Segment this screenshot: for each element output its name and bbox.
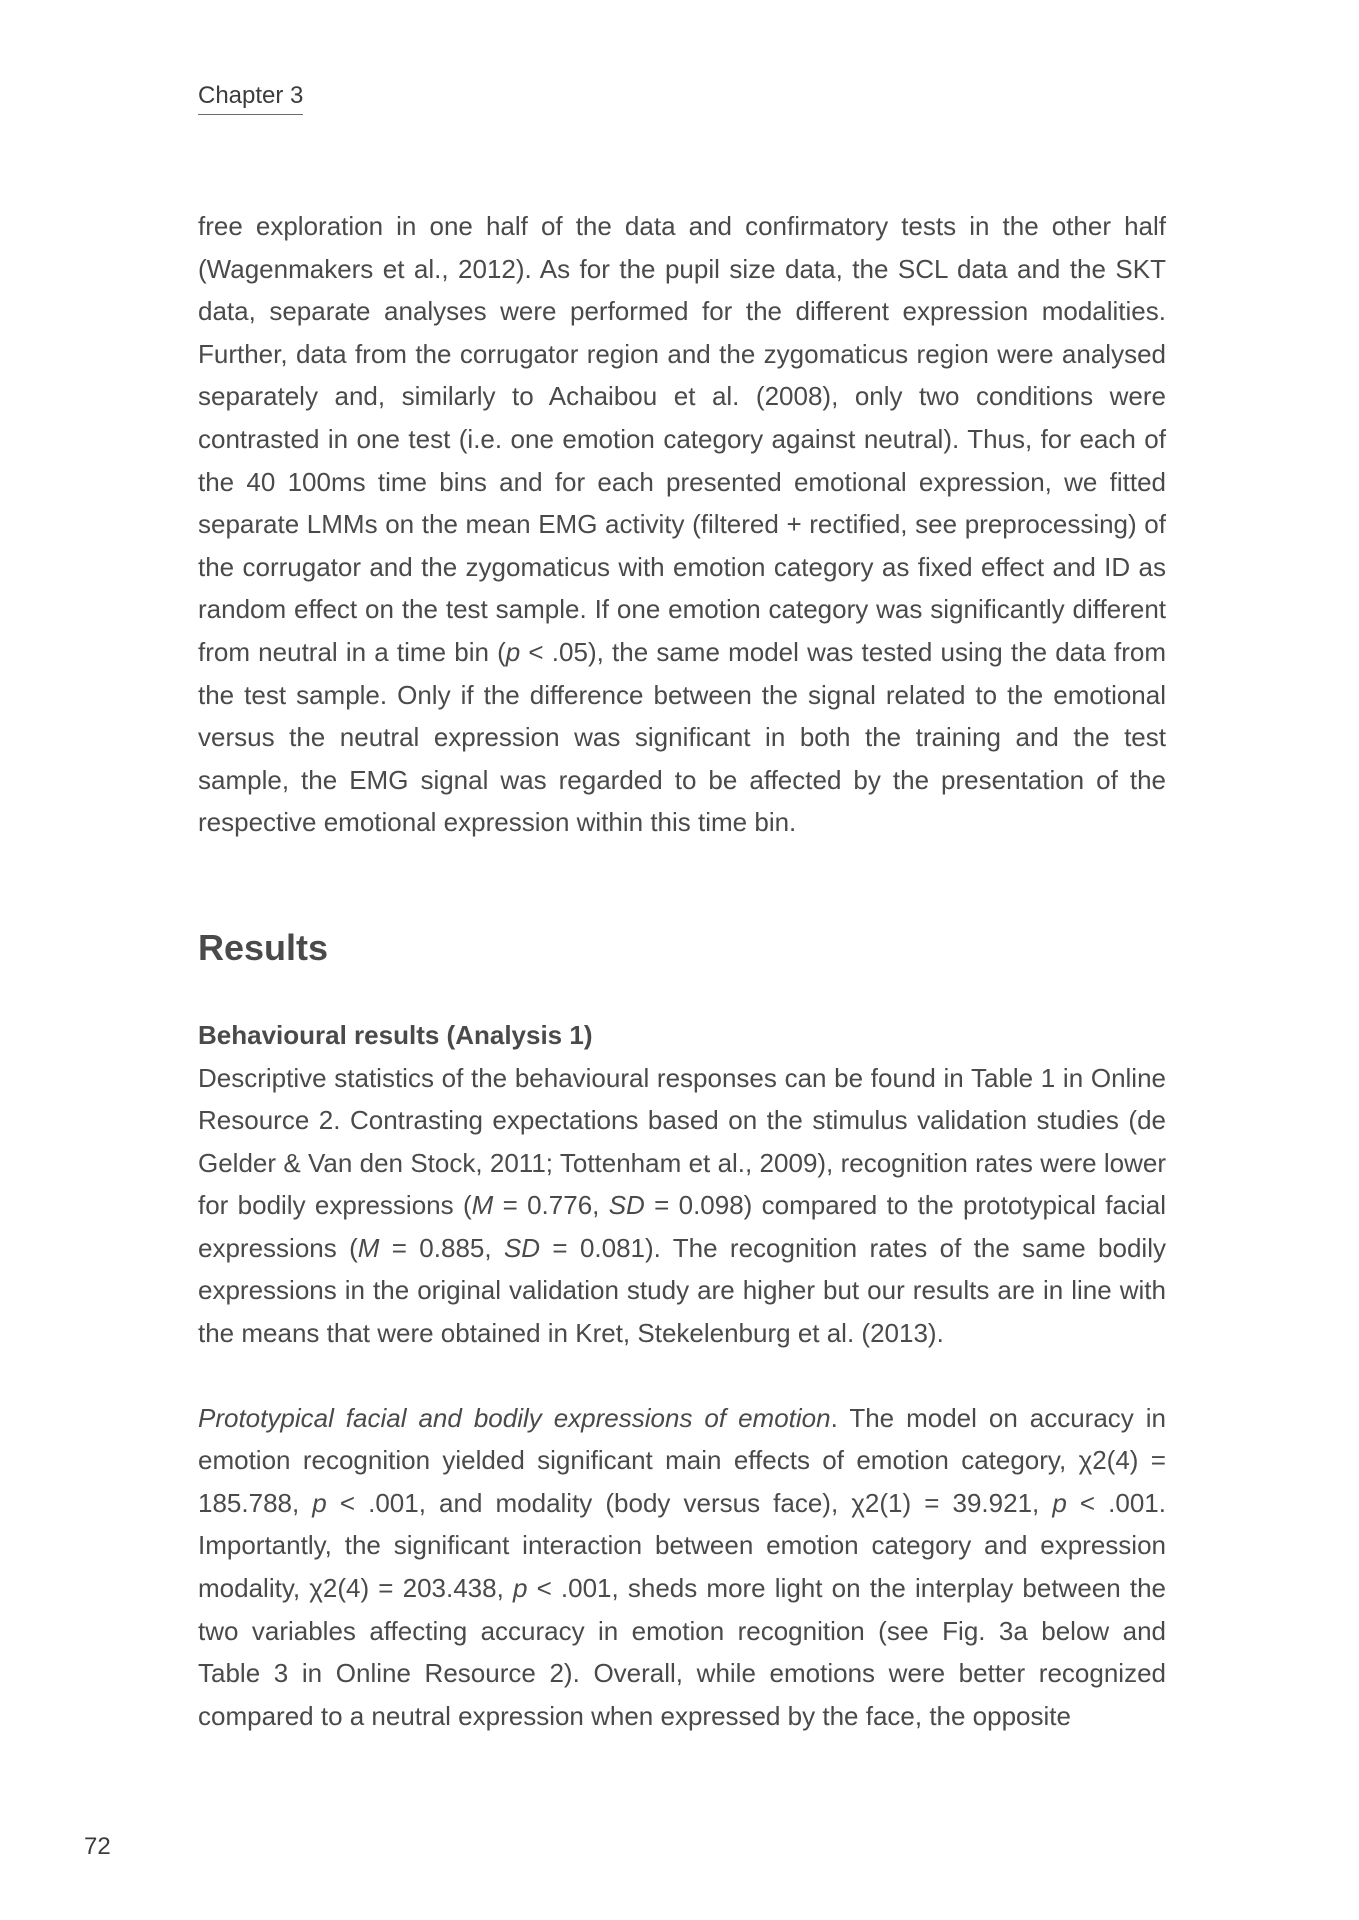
italic-run: M: [471, 1190, 494, 1221]
italic-run: SD: [608, 1190, 645, 1221]
body-paragraph-prototypical: [198, 1397, 1166, 1738]
body-paragraph-methods: [198, 205, 1166, 844]
text-run: < .001. Importantly, the significant interaction between emotion category and expression modality, χ2(4) = 203.438,: [198, 1487, 1166, 1604]
italic-run: p: [512, 1573, 528, 1604]
spacer: [198, 970, 1166, 1014]
text-run: = 0.081). The recognition rates of the same bodily expressions in the original validation study are higher but our results are in line with the means that were obtained in Kret, Stekelenburg et al. (2013).: [198, 1232, 1166, 1349]
text-run: = 0.098) compared to the prototypical facial expressions (: [198, 1190, 1166, 1263]
spacer: [198, 1355, 1166, 1397]
text-run: = 0.885,: [379, 1232, 504, 1263]
italic-run: Prototypical facial and bodily expressions of emotion: [198, 1402, 831, 1433]
page-number: 72: [84, 1833, 111, 1860]
text-run: Descriptive statistics of the behavioural responses can be found in Table 1 in Online Resource 2. Contrasting expectations based on the stimulus validation studies (de Gelder & Van den Stock, 2011; Tottenham et al., 2009), recognition rates were lower for bodily expressions (: [198, 1062, 1166, 1221]
text-run: < .001, sheds more light on the interplay between the two variables affecting accuracy in emotion recognition (see Fig. 3a below and Table 3 in Online Resource 2). Overall, while emotions were better recognized compared to a neutral expression when expressed by the face, the opposite: [198, 1573, 1166, 1731]
page-body: [198, 205, 1166, 1737]
spacer: [198, 844, 1166, 926]
text-run: free exploration in one half of the data and confirmatory tests in the other half (Wagenmakers et al., 2012). As for the pupil size data, the SCL data and the SKT data, separate analyses were performed for the different expression modalities. Further, data from the corrugator region and the zygomaticus region were analysed separately and, similarly to Achaibou et al. (2008), only two conditions were contrasted in one test (i.e. one emotion category against neutral). Thus, for each of the 40 100ms time bins and for each presented emotional expression, we fitted separate LMMs on the mean EMG activity (filtered + rectified, see preprocessing) of the corrugator and the zygomaticus with emotion category as fixed effect and ID as random effect on the test sample. If one emotion category was significantly different from neutral in a time bin (: [198, 211, 1166, 667]
section-heading-results: Results: [198, 926, 329, 968]
text-run: < .001, and modality (body versus face), χ2(1) = 39.921,: [326, 1487, 1053, 1518]
text-run: < .05), the same model was tested using the data from the test sample. Only if the difference between the signal related to the emotional versus the neutral expression was significant in both the training and the test sample, the EMG signal was regarded to be affected by the presentation of the respective emotional expression within this time bin.: [198, 636, 1166, 838]
italic-run: p: [1052, 1487, 1067, 1518]
italic-run: p: [312, 1487, 327, 1518]
italic-run: SD: [503, 1232, 541, 1263]
subsection-heading-behavioural: Behavioural results (Analysis 1): [198, 1019, 593, 1050]
italic-run: p: [505, 636, 521, 667]
body-paragraph-descriptives: [198, 1057, 1166, 1355]
italic-run: M: [357, 1232, 380, 1263]
text-run: . The model on accuracy in emotion recognition yielded significant main effects of emotion category, χ2(4) = 185.788,: [198, 1402, 1167, 1518]
text-run: = 0.776,: [493, 1190, 609, 1221]
running-head: Chapter 3: [198, 80, 303, 115]
